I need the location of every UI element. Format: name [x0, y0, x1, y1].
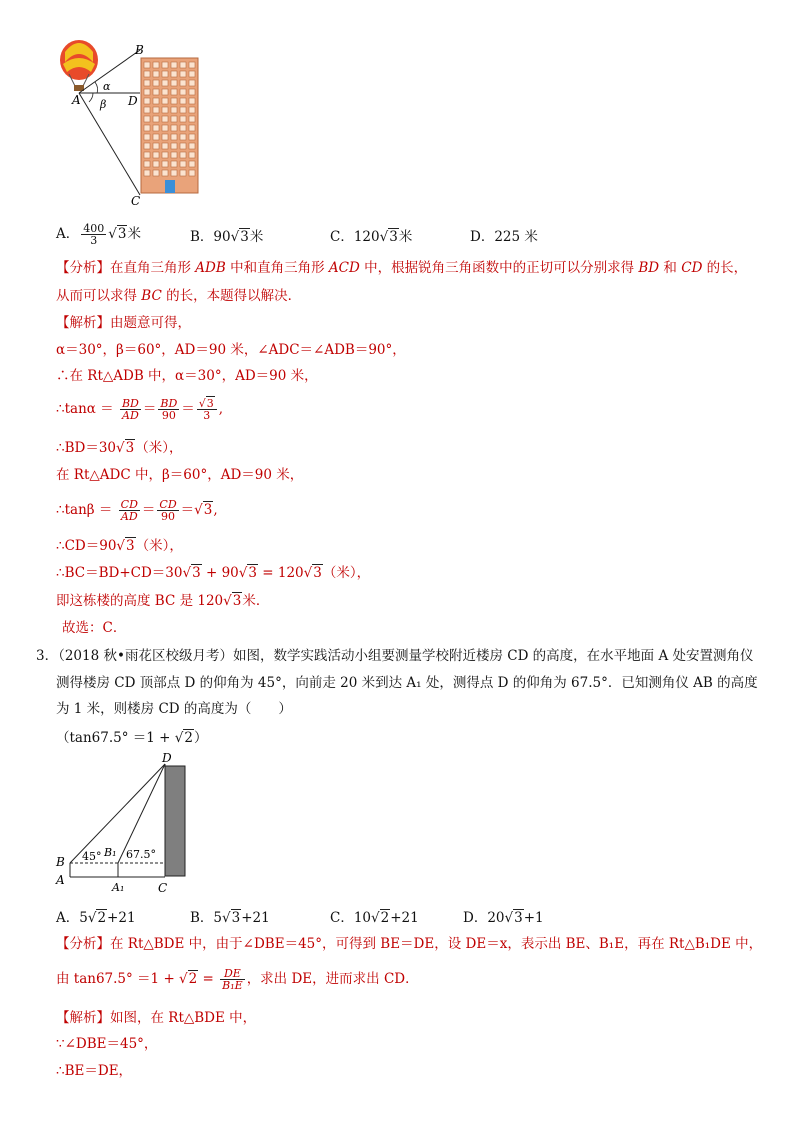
solution-line-3: ∴tanα ＝ $\frac{BD}{AD}$ ＝ $\frac{BD}{90}$ ＝ $\frac{√3}{3}$ ,	[56, 397, 224, 422]
building-window	[171, 116, 177, 122]
building-window	[162, 161, 168, 167]
building-window	[180, 80, 186, 86]
building-window	[153, 161, 159, 167]
building-window	[171, 71, 177, 77]
balloon-building-figure	[55, 38, 205, 208]
building-window	[162, 107, 168, 113]
fig2-label-D: D	[162, 752, 172, 765]
solution-line-5: 在 Rt△ADC 中，β＝60°，AD＝90 米，	[56, 467, 304, 483]
label-C: C	[131, 194, 141, 208]
building-window	[153, 62, 159, 68]
solution-line-4: ∴BD＝30√3（米），	[56, 440, 183, 456]
building-window	[162, 98, 168, 104]
building-window	[144, 116, 150, 122]
building-window	[153, 143, 159, 149]
q3-solution-line-3: ∴BE＝DE，	[56, 1063, 133, 1079]
q3-hint: （tan67.5° ＝1 + √2）	[56, 730, 208, 746]
q3-stem-1: 3．（2018 秋•雨花区校级月考）如图，数学实践活动小组要测量学校附近楼房 CD 的高度，在水平地面 A 处安置测角仪	[36, 648, 754, 664]
label-A: A	[72, 93, 81, 107]
building-window	[153, 116, 159, 122]
solution-line-8: ∴BC＝BD+CD＝30√3 + 90√3 = 120√3（米），	[56, 565, 371, 581]
building-window	[144, 125, 150, 131]
building-window	[189, 152, 195, 158]
label-beta: β	[100, 98, 107, 111]
option-a[interactable]: A． $\frac{400}{3}$ √3米	[56, 222, 141, 247]
building-window	[144, 152, 150, 158]
fig2-label-B: B	[56, 855, 65, 869]
building-window	[162, 125, 168, 131]
building-window	[171, 98, 177, 104]
building-window	[144, 62, 150, 68]
q3-analysis-line-1: 【分析】在 Rt△BDE 中，由于∠DBE＝45°，可得到 BE＝DE，设 DE＝x，表示出 BE、B₁E，再在 Rt△B₁DE 中，	[56, 936, 763, 952]
building-window	[189, 62, 195, 68]
q3-option-c[interactable]: C．10√2+21	[330, 910, 419, 926]
building-window	[189, 80, 195, 86]
building-window	[162, 80, 168, 86]
building-window	[171, 125, 177, 131]
label-D: D	[128, 94, 138, 108]
building-window	[180, 71, 186, 77]
building-window	[189, 143, 195, 149]
building-window	[171, 107, 177, 113]
building-window	[180, 89, 186, 95]
q3-analysis-line-2: 由 tan67.5° ＝1 + √2 = $\frac{DE}{\text{B₁E}}$ ，求出 DE，进而求出 CD．	[56, 967, 419, 992]
building-window	[189, 116, 195, 122]
building-window	[171, 152, 177, 158]
q3-option-a[interactable]: A．5√2+21	[56, 910, 136, 926]
building-window	[180, 125, 186, 131]
building-window	[180, 98, 186, 104]
building-window	[162, 89, 168, 95]
building-window	[180, 116, 186, 122]
label-B: B	[135, 43, 144, 57]
option-c[interactable]: C．120√3米	[330, 229, 413, 245]
building-window	[153, 125, 159, 131]
fig2-angle-45: 45°	[82, 850, 102, 863]
building-window	[153, 152, 159, 158]
building-window	[144, 71, 150, 77]
building-window	[189, 134, 195, 140]
building-window	[162, 143, 168, 149]
building-window	[180, 161, 186, 167]
building-window	[171, 62, 177, 68]
solution-line-7: ∴CD＝90√3（米），	[56, 538, 183, 554]
building-window	[171, 80, 177, 86]
building-window	[189, 107, 195, 113]
q3-option-b[interactable]: B．5√3+21	[190, 910, 270, 926]
solution-line-9: 即这栋楼的高度 BC 是 120√3米．	[56, 593, 270, 609]
analysis-line-2: 从而可以求得 BC 的长，本题得以解决．	[56, 288, 302, 304]
building-window	[189, 125, 195, 131]
building-window	[153, 107, 159, 113]
building-window	[180, 143, 186, 149]
building-window	[153, 134, 159, 140]
building-window	[153, 71, 159, 77]
building-window	[189, 71, 195, 77]
solution-line-1: α＝30°，β＝60°，AD＝90 米，∠ADC＝∠ADB＝90°，	[56, 342, 406, 358]
building-window	[153, 89, 159, 95]
building-window	[171, 143, 177, 149]
building-window	[171, 134, 177, 140]
building-window	[180, 152, 186, 158]
fig2-label-A1: A₁	[112, 881, 125, 894]
solution-line-6: ∴tanβ ＝ $\frac{CD}{AD}$ ＝ $\frac{CD}{90}$ ＝√3,	[56, 498, 218, 523]
building-window	[171, 89, 177, 95]
building-window	[144, 89, 150, 95]
building-window	[144, 170, 150, 176]
q3-solution-header: 【解析】如图，在 Rt△BDE 中，	[56, 1010, 257, 1026]
label-alpha: α	[103, 80, 111, 93]
q3-stem-2: 测得楼房 CD 顶部点 D 的仰角为 45°，向前走 20 米到达 A₁ 处，测得点 D 的仰角为 67.5°．已知测角仪 AB 的高度	[56, 675, 758, 691]
building-window	[144, 80, 150, 86]
building-window	[180, 62, 186, 68]
building-window	[189, 170, 195, 176]
building-window	[171, 170, 177, 176]
building-window	[144, 161, 150, 167]
option-d[interactable]: D．225 米	[470, 229, 538, 245]
building-window	[162, 152, 168, 158]
fig2-angle-675: 67.5°	[126, 848, 156, 861]
q3-option-d[interactable]: D．20√3+1	[463, 910, 544, 926]
building-window	[180, 170, 186, 176]
solution-header: 【解析】由题意可得，	[56, 315, 191, 331]
fig2-label-B1: B₁	[104, 846, 117, 859]
q3-stem-3: 为 1 米，则楼房 CD 的高度为（ ）	[56, 701, 292, 717]
building-window	[153, 80, 159, 86]
option-b[interactable]: B．90√3米	[190, 229, 264, 245]
q3-solution-line-2: ∵∠DBE＝45°，	[56, 1036, 158, 1052]
solution-line-2: ∴在 Rt△ADB 中，α＝30°，AD＝90 米，	[56, 368, 318, 384]
fig2-label-A: A	[56, 873, 65, 887]
building-window	[162, 62, 168, 68]
tower-angle-figure	[52, 752, 202, 897]
solution-line-10: 故选：C．	[62, 620, 127, 636]
building-window	[144, 134, 150, 140]
building-window	[144, 107, 150, 113]
building-window	[171, 161, 177, 167]
building-window	[162, 134, 168, 140]
tower	[165, 766, 185, 876]
analysis-line-1: 【分析】在直角三角形 ADB 中和直角三角形 ACD 中，根据锐角三角函数中的正切可以分别求得 BD 和 CD 的长，	[56, 260, 748, 276]
building-window	[189, 89, 195, 95]
building-window	[144, 143, 150, 149]
building-window	[189, 98, 195, 104]
building-window	[189, 161, 195, 167]
building-window	[180, 107, 186, 113]
building-window	[153, 170, 159, 176]
building-window	[153, 98, 159, 104]
building-window	[180, 134, 186, 140]
building-window	[144, 98, 150, 104]
building-window	[162, 170, 168, 176]
fig2-label-C: C	[158, 881, 168, 895]
building-window	[162, 116, 168, 122]
building-window	[162, 71, 168, 77]
